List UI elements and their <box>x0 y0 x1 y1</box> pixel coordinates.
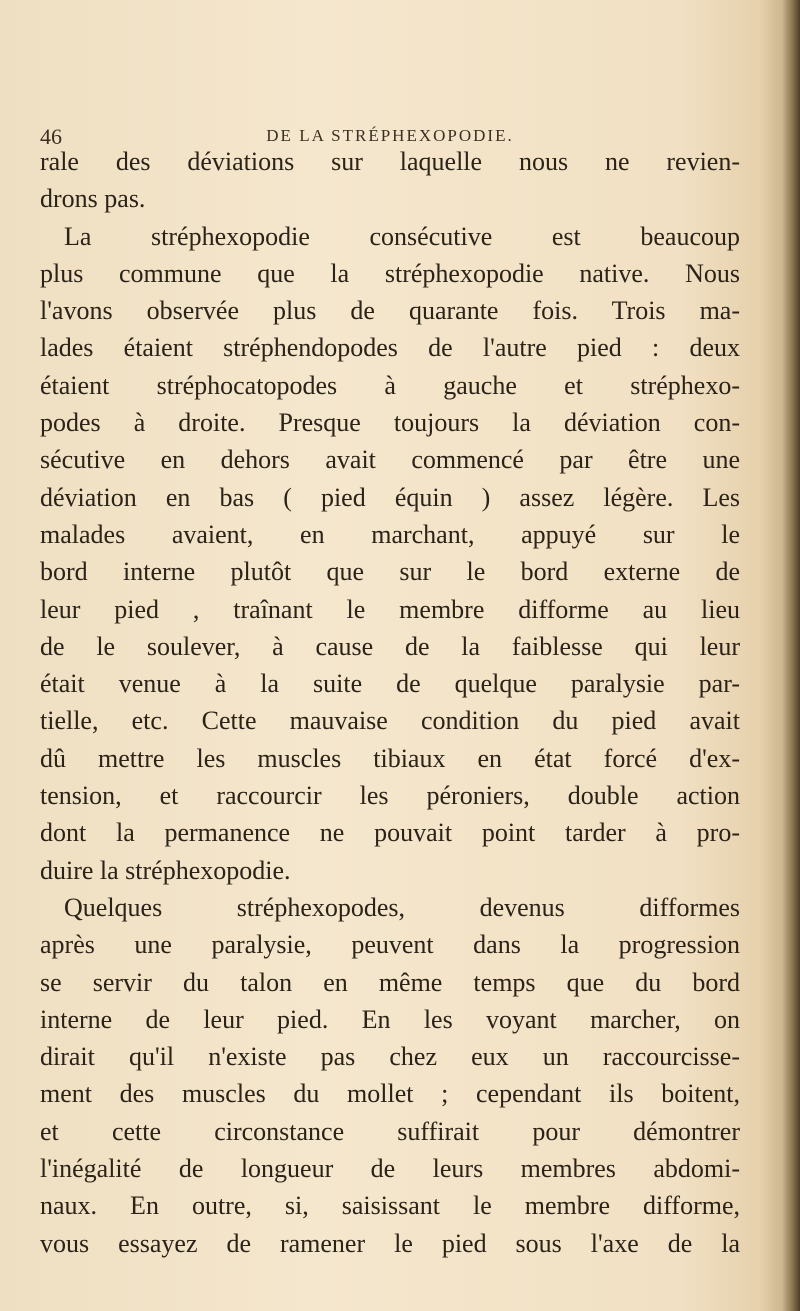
text-line: tielle, etc. Cette mauvaise condition du pied avait <box>40 706 740 736</box>
text-line: drons pas. <box>40 184 146 214</box>
text-line: podes à droite. Presque toujours la déviation con- <box>40 408 740 438</box>
text-line: interne de leur pied. En les voyant marcher, on <box>40 1004 740 1034</box>
text-line: après une paralysie, peuvent dans la progression <box>40 930 740 960</box>
text-line: dirait qu'il n'existe pas chez eux un raccourcisse- <box>40 1042 740 1072</box>
text-line: se servir du talon en même temps que du bord <box>40 967 740 997</box>
text-line: leur pied , traînant le membre difforme au lieu <box>40 594 740 624</box>
text-line: dû mettre les muscles tibiaux en état forcé d'ex- <box>40 743 740 773</box>
text-line: tension, et raccourcir les péroniers, double action <box>40 781 740 811</box>
text-line: l'avons observée plus de quarante fois. Trois ma- <box>40 296 740 326</box>
text-line: dont la permanence ne pouvait point tarder à pro- <box>40 818 740 848</box>
text-line: déviation en bas ( pied équin ) assez légère. Les <box>40 482 740 512</box>
text-line: malades avaient, en marchant, appuyé sur le <box>40 519 740 549</box>
text-line: ment des muscles du mollet ; cependant ils boitent, <box>40 1079 740 1109</box>
text-line: était venue à la suite de quelque paralysie par- <box>40 669 740 699</box>
text-line: rale des déviations sur laquelle nous ne revien- <box>40 147 740 176</box>
text-line: vous essayez de ramener le pied sous l'axe de la <box>40 1228 740 1258</box>
text-line: et cette circonstance suffirait pour démontrer <box>40 1116 740 1146</box>
text-line: Quelques stréphexopodes, devenus difformes <box>64 892 740 922</box>
page-edge-shadow <box>782 0 800 1311</box>
text-line: étaient stréphocatopodes à gauche et stréphexo- <box>40 370 740 400</box>
body-text <box>40 143 740 1262</box>
text-line: duire la stréphexopodie. <box>40 855 291 885</box>
page-number: 46 <box>40 124 62 149</box>
text-line: de le soulever, à cause de la faiblesse qui leur <box>40 631 740 661</box>
text-line: l'inégalité de longueur de leurs membres abdomi- <box>40 1154 740 1184</box>
text-line: sécutive en dehors avait commencé par être une <box>40 445 740 475</box>
text-line: bord interne plutôt que sur le bord externe de <box>40 557 740 587</box>
text-line: plus commune que la stréphexopodie native. Nous <box>40 258 740 288</box>
text-line: naux. En outre, si, saisissant le membre difforme, <box>40 1191 740 1221</box>
running-title: DE LA STRÉPHEXOPODIE. <box>266 126 514 145</box>
text-line: lades étaient stréphendopodes de l'autre pied : deux <box>40 333 740 363</box>
text-line: La stréphexopodie consécutive est beaucoup <box>64 221 740 251</box>
